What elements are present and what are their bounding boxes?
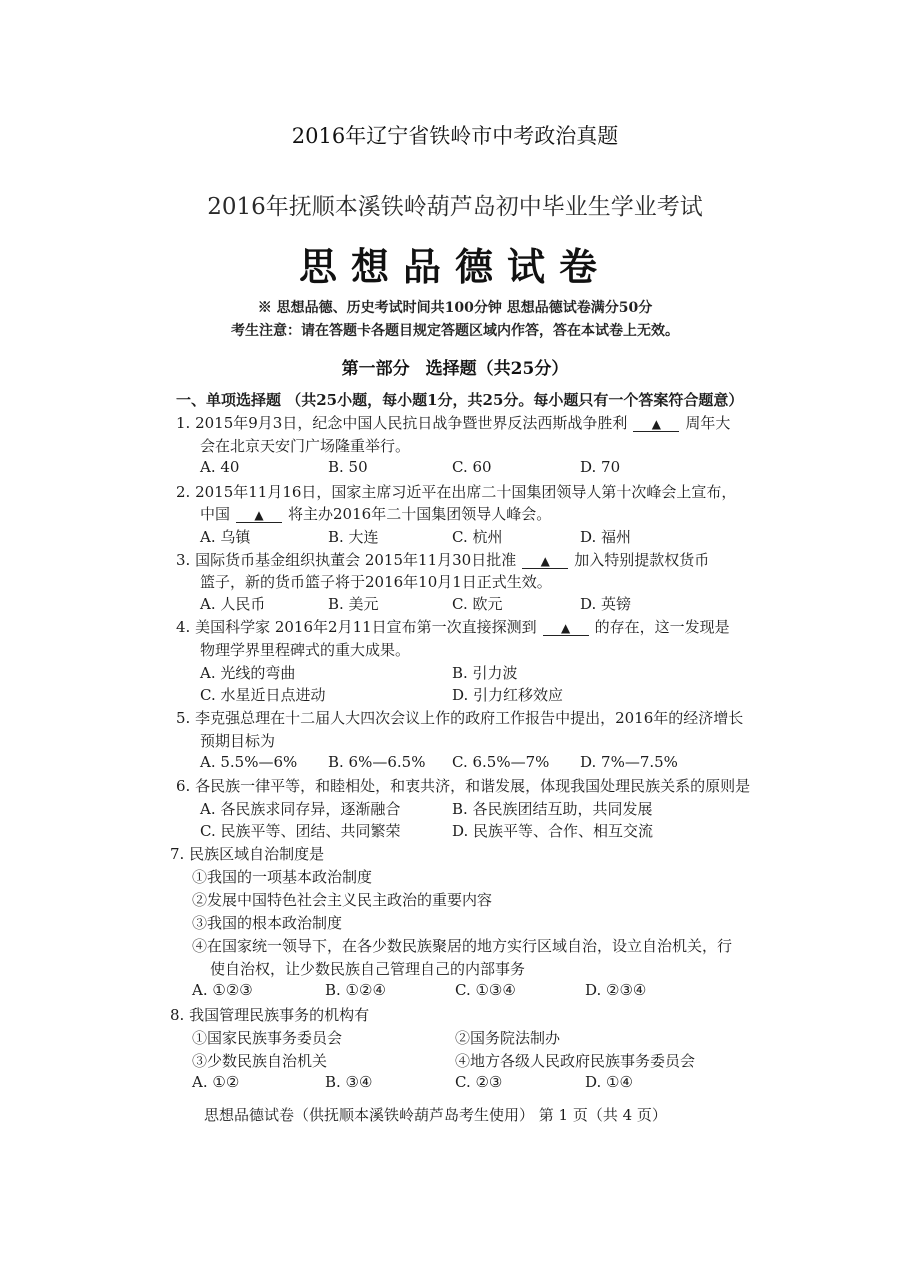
exam-time-note: ※ 思想品德、历史考试时间共100分钟 思想品德试卷满分50分 (257, 300, 653, 316)
question-2-text: 中国 (200, 505, 231, 523)
answer-blank: ▲ (236, 508, 282, 523)
q5-option-a: A. 5.5%—6% (200, 753, 298, 771)
question-1-text-cont: 周年大 (685, 414, 731, 432)
question-3-text: 3. 国际货币基金组织执董会 2015年11月30日批准 (176, 551, 517, 569)
question-4-text-cont: 的存在，这一发现是 (594, 618, 730, 636)
part-label: 第一部分 (341, 359, 410, 379)
q7-option-b: B. ①②④ (325, 981, 386, 999)
q1-option-c: C. 60 (452, 458, 492, 476)
paper-title: 思想品德试卷 (298, 244, 611, 289)
question-5-line-1: 5. 李克强总理在十二届人大四次会议上作的政府工作报告中提出，2016年的经济增长 (176, 709, 744, 727)
q2-option-c: C. 杭州 (452, 528, 503, 546)
q7-option-d: D. ②③④ (585, 981, 647, 999)
q8-option-b: B. ③④ (325, 1073, 373, 1091)
q8-option-d: D. ①④ (585, 1073, 633, 1091)
q6-option-b: B. 各民族团结互助，共同发展 (452, 800, 653, 818)
question-4-line-2: 物理学界里程碑式的重大成果。 (200, 641, 411, 659)
answer-blank: ▲ (522, 554, 568, 569)
q7-item-2: ②发展中国特色社会主义民主政治的重要内容 (192, 891, 493, 909)
q8-item-3: ③少数民族自治机关 (192, 1052, 328, 1070)
q7-option-c: C. ①③④ (455, 981, 516, 999)
question-1-text: 1. 2015年9月3日，纪念中国人民抗日战争暨世界反法西斯战争胜利 (176, 414, 628, 432)
question-6-line-1: 6. 各民族一律平等，和睦相处，和衷共济，和谐发展，体现我国处理民族关系的原则是 (176, 777, 751, 795)
question-3-line-1 (176, 549, 709, 570)
question-1-line-2: 会在北京天安门广场隆重举行。 (200, 437, 411, 455)
question-4-text: 4. 美国科学家 2016年2月11日宣布第一次直接探测到 (176, 618, 537, 636)
q7-item-1: ①我国的一项基本政治制度 (192, 868, 373, 886)
question-8-line-1: 8. 我国管理民族事务的机构有 (170, 1006, 370, 1024)
q8-item-4: ④地方各级人民政府民族事务委员会 (455, 1052, 696, 1070)
q5-option-b: B. 6%—6.5% (328, 753, 426, 771)
q4-option-b: B. 引力波 (452, 664, 518, 682)
answer-blank: ▲ (633, 417, 679, 432)
part-title (0, 354, 910, 379)
q2-option-b: B. 大连 (328, 528, 379, 546)
q8-option-a: A. ①② (192, 1073, 240, 1091)
question-2-text-cont: 将主办2016年二十国集团领导人峰会。 (288, 505, 552, 523)
q1-option-a: A. 40 (200, 458, 240, 476)
q4-option-c: C. 水星近日点进动 (200, 686, 326, 704)
question-2-line-1: 2. 2015年11月16日，国家主席习近平在出席二十国集团领导人第十次峰会上宣布， (176, 483, 737, 501)
answer-instruction-note: 考生注意：请在答题卡各题目规定答题区域内作答，答在本试卷上无效。 (231, 323, 679, 339)
section-heading: 一、单项选择题 （共25小题，每小题1分，共25分。每小题只有一个答案符合题意） (176, 391, 744, 409)
q3-option-d: D. 英镑 (580, 595, 632, 613)
q7-item-4-line-2: 使自治权，让少数民族自己管理自己的内部事务 (210, 960, 526, 978)
question-3-text-cont: 加入特别提款权货币 (574, 551, 710, 569)
question-3-line-2: 篮子，新的货币篮子将于2016年10月1日正式生效。 (200, 573, 552, 591)
q1-option-d: D. 70 (580, 458, 621, 476)
question-5-line-2: 预期目标为 (200, 732, 276, 750)
q6-option-a: A. 各民族求同存异，逐渐融合 (200, 800, 401, 818)
q3-option-a: A. 人民币 (200, 595, 266, 613)
q3-option-c: C. 欧元 (452, 595, 503, 613)
q1-option-b: B. 50 (328, 458, 368, 476)
q6-option-d: D. 民族平等、合作、相互交流 (452, 822, 654, 840)
exam-header: 2016年抚顺本溪铁岭葫芦岛初中毕业生学业考试 (207, 194, 703, 220)
q8-item-1: ①国家民族事务委员会 (192, 1029, 343, 1047)
page-footer: 思想品德试卷（供抚顺本溪铁岭葫芦岛考生使用） 第 1 页（共 4 页） (204, 1106, 667, 1124)
q7-option-a: A. ①②③ (192, 981, 253, 999)
question-7-line-1: 7. 民族区域自治制度是 (170, 845, 325, 863)
q8-item-2: ②国务院法制办 (455, 1029, 561, 1047)
q5-option-c: C. 6.5%—7% (452, 753, 550, 771)
question-4-line-1 (176, 616, 730, 637)
part-name: 选择题（共25分） (425, 359, 569, 379)
q4-option-a: A. 光线的弯曲 (200, 664, 296, 682)
q7-item-3: ③我国的根本政治制度 (192, 914, 343, 932)
q8-option-c: C. ②③ (455, 1073, 503, 1091)
question-2-line-2 (200, 503, 551, 524)
q5-option-d: D. 7%—7.5% (580, 753, 678, 771)
answer-blank: ▲ (543, 621, 589, 636)
q4-option-d: D. 引力红移效应 (452, 686, 564, 704)
q6-option-c: C. 民族平等、团结、共同繁荣 (200, 822, 401, 840)
question-1-line-1 (176, 412, 730, 433)
document-title: 2016年辽宁省铁岭市中考政治真题 (291, 124, 619, 148)
q2-option-a: A. 乌镇 (200, 528, 251, 546)
q2-option-d: D. 福州 (580, 528, 632, 546)
q7-item-4-line-1: ④在国家统一领导下，在各少数民族聚居的地方实行区域自治，设立自治机关，行 (192, 937, 733, 955)
q3-option-b: B. 美元 (328, 595, 379, 613)
